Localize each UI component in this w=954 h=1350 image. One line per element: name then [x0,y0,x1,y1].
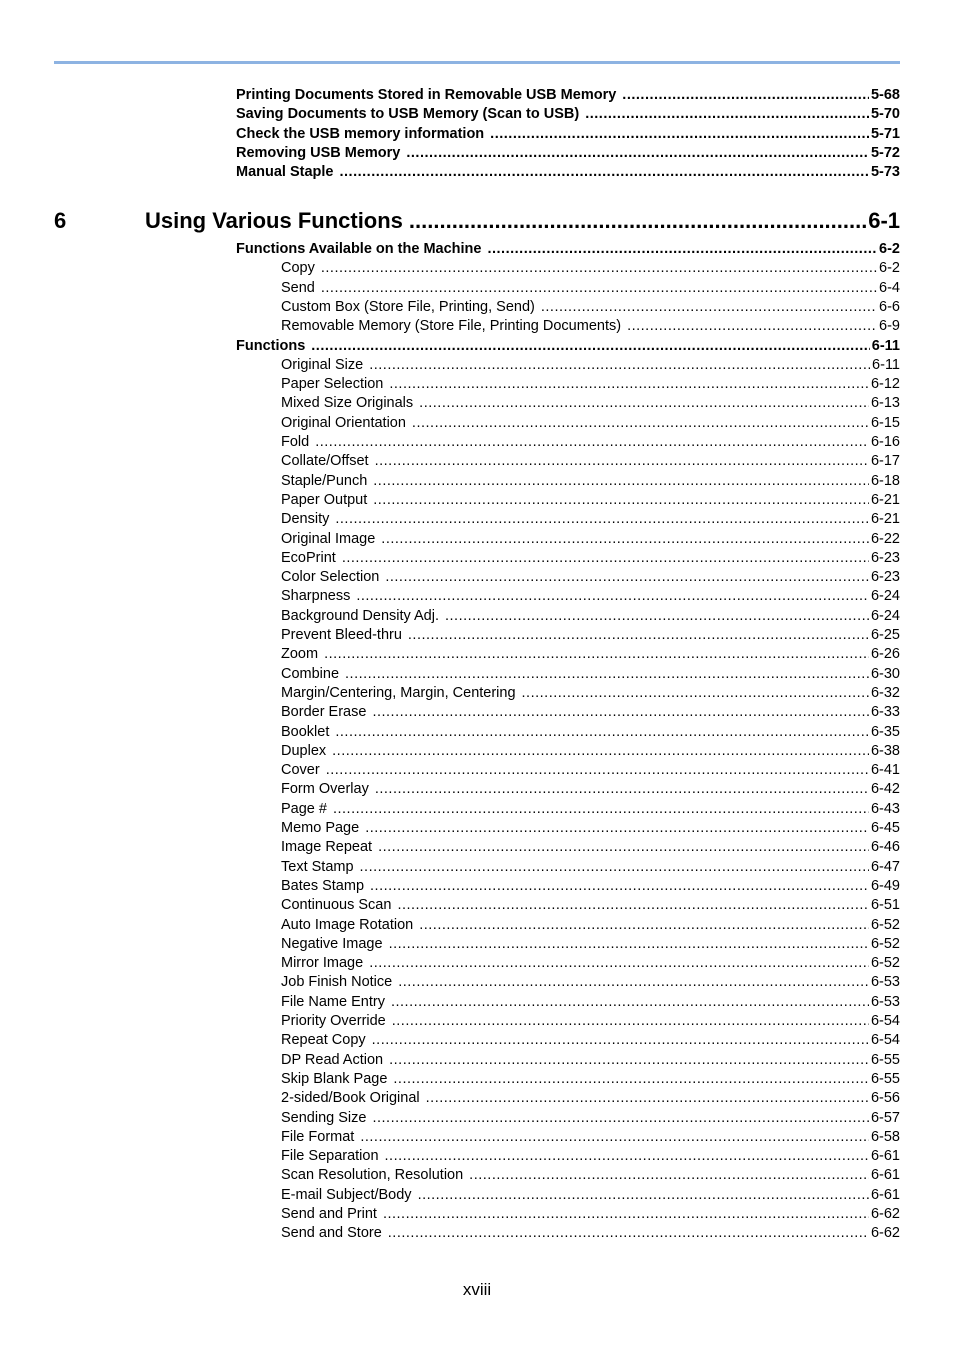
entry-title: Duplex [281,742,327,759]
toc-section-entry[interactable] [236,241,900,260]
entry-page: 6-33 [870,704,900,721]
entry-title: Removable Memory (Store File, Printing Documents) [281,318,622,335]
entry-title: Margin/Centering, Margin, Centering [281,684,516,701]
toc-item-entry[interactable] [281,1090,900,1109]
leader-dots [311,338,869,354]
toc-item-entry[interactable] [281,473,900,492]
toc-item-entry[interactable] [281,1187,900,1206]
entry-title: File Separation [281,1148,379,1165]
entry-page: 6-22 [870,530,900,547]
entry-title: Page # [281,800,327,817]
leader-dots [541,299,877,315]
entry-page: 6-2 [879,260,900,277]
entry-title: Paper Output [281,491,368,508]
entry-title: Fold [281,434,310,450]
toc-section-entry[interactable] [236,106,900,125]
toc-item-entry[interactable] [281,1206,900,1225]
leader-dots [340,164,869,180]
leader-dots [426,1090,869,1106]
toc-item-entry[interactable] [281,955,900,974]
entry-page: 6-55 [870,1070,900,1087]
entry-title: Manual Staple [236,164,334,181]
entry-title: File Format [281,1128,355,1145]
toc-item-entry[interactable] [281,685,900,704]
leader-dots [408,627,869,643]
entry-page: 6-56 [870,1090,900,1107]
leader-dots [487,241,877,257]
entry-page: 6-49 [870,877,900,894]
entry-page: 6-53 [870,993,900,1010]
entry-title: Negative Image [281,935,383,952]
entry-page: 6-45 [870,820,900,836]
entry-page: 6-57 [870,1109,900,1126]
leader-dots [385,569,869,585]
entry-page: 6-11 [871,337,900,354]
entry-title: Skip Blank Page [281,1070,388,1087]
entry-title: Job Finish Notice [281,974,393,991]
toc-item-entry[interactable] [281,627,900,646]
entry-page: 6-52 [870,935,900,952]
entry-page: 6-23 [870,569,900,586]
leader-dots [335,724,869,740]
entry-page: 6-55 [870,1051,900,1068]
entry-title: Collate/Offset [281,453,369,470]
toc-item-entry[interactable] [281,531,900,550]
entry-title: Prevent Bleed-thru [281,627,402,643]
leader-dots [326,762,869,778]
leader-dots [406,145,869,161]
toc-item-entry[interactable] [281,1071,900,1090]
toc-item-entry[interactable] [281,588,900,607]
entry-title: Combine [281,665,340,682]
entry-page: 6-61 [870,1186,900,1203]
toc-item-entry[interactable] [281,994,900,1013]
leader-dots [412,415,869,431]
entry-page: 6-24 [870,607,900,624]
entry-title: Saving Documents to USB Memory (Scan to USB) [236,106,580,123]
toc-item-entry[interactable] [281,569,900,588]
entry-page: 6-12 [870,376,900,393]
leader-dots [335,511,869,527]
page-number: xviii [462,1280,492,1299]
entry-page: 6-30 [870,665,900,682]
leader-dots [585,106,869,122]
entry-title: Custom Box (Store File, Printing, Send) [281,298,535,315]
entry-title: Priority Override [281,1013,386,1029]
leader-dots [383,1206,869,1222]
toc-section-entry[interactable] [236,145,900,164]
entry-title: Scan Resolution, Resolution [281,1167,464,1184]
entry-page: 6-52 [870,955,900,972]
toc-item-entry[interactable] [281,878,900,897]
entry-page: 6-52 [870,916,900,933]
leader-dots [381,531,869,547]
leader-dots [373,473,869,489]
entry-page: 6-16 [870,434,900,450]
entry-title: Send [281,279,315,296]
entry-title: Sending Size [281,1109,367,1126]
entry-page: 6-21 [870,511,900,528]
entry-title: Repeat Copy [281,1032,366,1049]
entry-page: 6-58 [870,1128,900,1145]
entry-page: 6-62 [870,1206,900,1222]
leader-dots [332,743,869,759]
toc-section-entry[interactable] [236,338,900,357]
toc-item-entry[interactable] [281,434,900,453]
toc-item-entry[interactable] [281,376,900,395]
entry-page: 6-26 [870,646,900,663]
toc-item-entry[interactable] [281,318,900,337]
toc-item-entry[interactable] [281,839,900,858]
leader-dots [375,453,869,469]
leader-dots [389,1052,869,1068]
toc-item-entry[interactable] [281,1225,900,1244]
leader-dots [356,588,869,604]
leader-dots [418,1187,869,1203]
entry-page: 6-21 [870,491,900,508]
entry-page: 5-71 [870,125,900,142]
entry-page: 6-35 [870,723,900,740]
entry-title: 2-sided/Book Original [281,1090,420,1107]
toc-item-entry[interactable] [281,1148,900,1167]
leader-dots [372,1110,869,1126]
entry-title: Mirror Image [281,955,364,972]
toc-item-entry[interactable] [281,608,900,627]
toc-section-entry[interactable] [236,126,900,145]
entry-title: Send and Print [281,1206,377,1222]
entry-page: 6-62 [870,1225,900,1242]
leader-dots [391,994,869,1010]
toc-item-entry[interactable] [281,762,900,781]
entry-page: 5-73 [870,164,900,181]
toc-item-entry[interactable] [281,1013,900,1032]
entry-page: 6-15 [870,414,900,431]
toc-section-entry[interactable] [236,87,900,106]
entry-title: File Name Entry [281,993,385,1010]
toc-item-entry[interactable] [281,1167,900,1186]
entry-title: Continuous Scan [281,897,392,914]
entry-page: 6-53 [870,974,900,991]
entry-title: Memo Page [281,820,360,836]
leader-dots [321,280,877,296]
toc-item-entry[interactable] [281,415,900,434]
leader-dots [469,1167,869,1183]
chapter-heading[interactable] [54,208,900,238]
leader-dots [409,208,866,234]
leader-dots [324,646,869,662]
entry-page: 6-32 [870,684,900,701]
leader-dots [622,87,869,103]
leader-dots [321,260,877,276]
toc-item-entry[interactable] [281,704,900,723]
toc-item-entry[interactable] [281,492,900,511]
toc-item-entry[interactable] [281,1110,900,1129]
entry-page: 6-25 [870,627,900,643]
entry-title: Original Size [281,356,364,373]
toc-item-entry[interactable] [281,801,900,820]
leader-dots [385,1148,869,1164]
toc-item-entry[interactable] [281,743,900,762]
leader-dots [398,974,869,990]
toc-item-entry[interactable] [281,1129,900,1148]
leader-dots [365,820,869,836]
toc-item-entry[interactable] [281,974,900,993]
toc-item-entry[interactable] [281,511,900,530]
entry-title: Background Density Adj. [281,607,439,624]
chapter-title: Using Various Functions [145,208,403,233]
leader-dots [372,1032,869,1048]
entry-title: Functions [236,337,306,354]
entry-title: E-mail Subject/Body [281,1186,412,1203]
leader-dots [388,1225,869,1241]
toc-item-entry[interactable] [281,395,900,414]
toc-item-entry[interactable] [281,781,900,800]
entry-title: Staple/Punch [281,472,368,489]
entry-page: 6-6 [879,298,900,315]
leader-dots [315,434,869,450]
entry-page: 6-54 [870,1032,900,1049]
leader-dots [373,492,869,508]
entry-title: Copy [281,260,315,277]
entry-title: Mixed Size Originals [281,395,414,412]
entry-page: 6-11 [872,356,900,373]
leader-dots [393,1071,869,1087]
header-rule [54,61,900,64]
leader-dots [360,1129,869,1145]
leader-dots [369,955,869,971]
entry-title: Send and Store [281,1225,382,1242]
entry-title: Printing Documents Stored in Removable USB Memory [236,87,617,103]
leader-dots [342,550,869,566]
leader-dots [360,859,869,875]
entry-page: 6-61 [870,1167,900,1184]
entry-page: 6-41 [870,762,900,779]
leader-dots [389,376,869,392]
toc-item-entry[interactable] [281,1052,900,1071]
entry-title: Original Image [281,530,376,547]
toc-item-entry[interactable] [281,280,900,299]
entry-title: Color Selection [281,569,380,586]
leader-dots [445,608,869,624]
entry-page: 6-46 [870,839,900,856]
toc-item-entry[interactable] [281,724,900,743]
leader-dots [333,801,869,817]
toc-item-entry[interactable] [281,453,900,472]
toc-item-entry[interactable] [281,550,900,569]
leader-dots [372,704,869,720]
toc-item-entry[interactable] [281,897,900,916]
entry-title: Form Overlay [281,781,369,798]
entry-page: 6-18 [870,472,900,489]
entry-page: 5-68 [870,87,900,103]
toc-item-entry[interactable] [281,357,900,376]
leader-dots [369,357,870,373]
entry-page: 6-54 [870,1013,900,1029]
toc-item-entry[interactable] [281,820,900,839]
entry-title: Image Repeat [281,839,373,856]
toc-item-entry[interactable] [281,917,900,936]
leader-dots [419,395,869,411]
entry-page: 6-42 [870,781,900,798]
entry-page: 6-43 [870,800,900,817]
entry-page: 6-51 [870,897,900,914]
entry-title: Border Erase [281,704,367,721]
leader-dots [392,1013,869,1029]
toc-item-entry[interactable] [281,1032,900,1051]
toc-section-entry[interactable] [236,164,900,183]
entry-title: Density [281,511,330,528]
leader-dots [627,318,877,334]
entry-title: Booklet [281,723,330,740]
entry-page: 6-38 [870,742,900,759]
entry-title: Functions Available on the Machine [236,241,482,257]
leader-dots [375,781,869,797]
entry-title: Removing USB Memory [236,144,401,161]
entry-page: 6-61 [870,1148,900,1165]
toc-item-entry[interactable] [281,936,900,955]
entry-page: 6-2 [879,241,900,257]
entry-page: 6-9 [879,318,900,335]
entry-title: DP Read Action [281,1051,384,1068]
leader-dots [378,839,869,855]
entry-page: 6-47 [870,858,900,875]
entry-page: 5-70 [870,106,900,123]
leader-dots [419,917,869,933]
chapter-page: 6-1 [868,208,900,233]
entry-page: 6-4 [879,279,900,296]
entry-title: Text Stamp [281,858,354,875]
entry-title: EcoPrint [281,549,336,566]
entry-title: Bates Stamp [281,877,365,894]
entry-title: Original Orientation [281,414,406,431]
toc-item-entry[interactable] [281,859,900,878]
entry-page: 6-23 [870,549,900,566]
toc-item-entry[interactable] [281,646,900,665]
entry-title: Paper Selection [281,376,384,393]
entry-title: Auto Image Rotation [281,916,414,933]
entry-page: 5-72 [870,144,900,161]
leader-dots [389,936,869,952]
entry-page: 6-24 [870,588,900,605]
chapter-number: 6 [54,208,67,233]
toc-item-entry[interactable] [281,666,900,685]
leader-dots [522,685,869,701]
leader-dots [397,897,869,913]
toc-item-entry[interactable] [281,299,900,318]
entry-title: Cover [281,762,320,779]
toc-item-entry[interactable] [281,260,900,279]
entry-title: Sharpness [281,588,351,605]
entry-page: 6-13 [870,395,900,412]
leader-dots [370,878,869,894]
entry-title: Zoom [281,646,319,663]
leader-dots [345,666,869,682]
entry-title: Check the USB memory information [236,125,485,142]
leader-dots [490,126,869,142]
entry-page: 6-17 [870,453,900,470]
